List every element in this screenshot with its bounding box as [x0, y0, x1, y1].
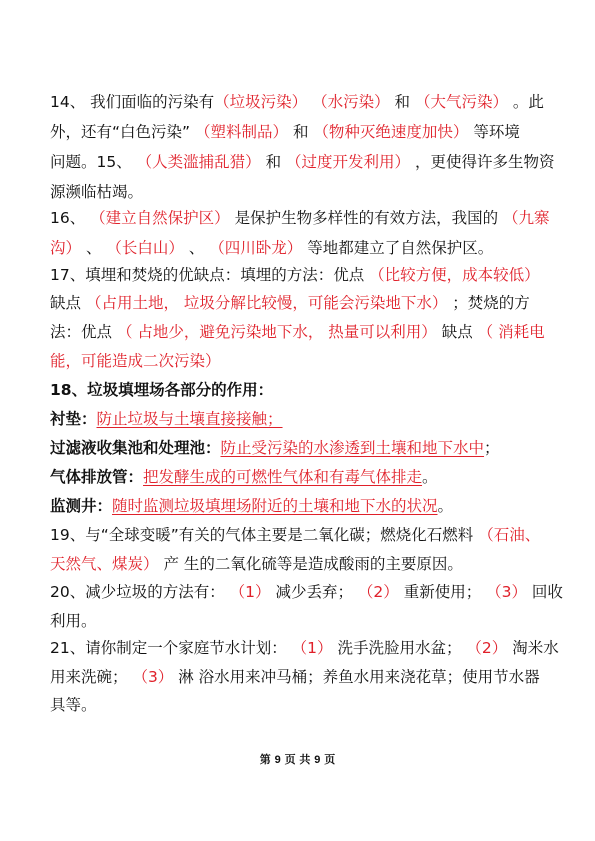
term-label: 衬垫： [50, 410, 97, 428]
answer-text: （过度开发利用） [286, 153, 411, 171]
text-run: 缺点 [436, 323, 478, 341]
answer-text: （水污染） [312, 93, 390, 111]
text-run: 等地都建立了自然保护区。 [302, 239, 494, 257]
answer-text: （九寨 [503, 209, 550, 227]
text-run: 问题。15、 [50, 153, 137, 171]
term-label: 过滤液收集池和处理池： [50, 439, 221, 457]
text-run: 和 [288, 123, 314, 141]
text-line [50, 233, 493, 263]
text-run: 、 [183, 239, 210, 257]
text-line [50, 346, 221, 376]
text-run: 淘米水 [507, 639, 559, 657]
answer-text: （石油、 [478, 526, 541, 544]
text-run: 是保护生物多样性的有效方法，我国的 [229, 209, 504, 227]
answer-text: （3） [132, 668, 174, 686]
section-heading: 18、垃圾填埋场各部分的作用： [50, 381, 274, 399]
answer-text: （物种灭绝速度加快） [313, 123, 469, 141]
text-line [50, 147, 554, 177]
text-line [50, 520, 540, 550]
page-footer: 第 9 页 共 9 页 [259, 753, 336, 766]
text-run: 产 生的二氧化硫等是造成酸雨的主要原因。 [158, 555, 463, 573]
text-line [50, 404, 283, 434]
text-line [50, 433, 500, 463]
answer-text: （大气污染） [414, 93, 508, 111]
text-line [50, 203, 550, 233]
answer-text: （3） [486, 583, 527, 601]
text-run: 重新使用； [398, 583, 487, 601]
text-line [50, 317, 545, 347]
answer-text: （2） [357, 583, 399, 601]
text-run: 缺点 [50, 294, 86, 312]
text-run: 和 [389, 93, 415, 111]
answer-text: 天然气、煤炭） [50, 555, 159, 573]
answer-text: （建立自然保护区） [90, 209, 230, 227]
answer-text: （ 占地少，避免污染地下水， 热量可以利用） [116, 323, 437, 341]
answer-text: （四川卧龙） [209, 239, 303, 257]
answer-text: 随时监测垃圾填埋场附近的土壤和地下水的状况 [112, 497, 438, 515]
answer-text: （塑料制品） [195, 123, 289, 141]
text-run: 16、 [50, 209, 91, 227]
answer-text: 防止垃圾与土壤直接接触； [96, 410, 283, 428]
text-line [50, 117, 520, 147]
answer-text: （人类滥捕乱猎） [136, 153, 261, 171]
term-label: 监测井： [50, 497, 113, 515]
text-line [50, 260, 540, 290]
answer-text: 沟） [50, 239, 82, 257]
answer-text: （2） [466, 639, 508, 657]
text-run: 。 [422, 468, 438, 486]
answer-text: 防止受污染的水渗透到土壤和地下水中 [220, 439, 485, 457]
text-line [50, 288, 530, 318]
answer-text: （比较方便，成本较低） [369, 266, 540, 284]
text-run: 具等。 [50, 696, 97, 714]
text-run: 19、与“全球变暖”有关的气体主要是二氧化碳；燃烧化石燃料 [50, 526, 479, 544]
text-line [50, 549, 463, 579]
answer-text: （1） [291, 639, 333, 657]
text-run: 和 [260, 153, 287, 171]
text-run: 利用。 [50, 612, 97, 630]
text-run: 20、减少垃圾的方法有： [50, 583, 230, 601]
text-run: 。 [437, 497, 454, 515]
text-line [50, 662, 540, 692]
text-run: 减少丢弃； [270, 583, 358, 601]
text-run: 用来洗碗； [50, 668, 133, 686]
text-line [50, 690, 97, 720]
answer-text: （长白山） [106, 239, 184, 257]
answer-text: （ 消耗电 [477, 323, 545, 341]
text-line [50, 462, 438, 492]
text-line [50, 491, 453, 521]
current-page-number: 9 [274, 754, 281, 766]
text-run: 法：优点 [50, 323, 117, 341]
text-line [50, 87, 544, 117]
text-run: ； [484, 439, 500, 457]
text-run: ，更使得许多生物资 [410, 153, 555, 171]
total-page-number: 9 [314, 754, 321, 766]
text-run: ；焚烧的方 [447, 294, 530, 312]
text-run: 。此 [508, 93, 544, 111]
text-run: 外，还有“白色污染” [50, 123, 195, 141]
term-label: 气体排放管： [50, 468, 144, 486]
text-line [50, 606, 97, 636]
text-run: 淋 浴水用来冲马桶；养鱼水用来浇花草；使用节水器 [173, 668, 540, 686]
answer-text: 能，可能造成二次污染） [50, 352, 221, 370]
text-run: 17、填埋和焚烧的优缺点：填埋的方法：优点 [50, 266, 370, 284]
text-run: 回收 [527, 583, 563, 601]
text-line [50, 633, 559, 663]
text-run: 、 [81, 239, 107, 257]
text-line [50, 577, 563, 607]
text-run: 14、 我们面临的污染有 [50, 93, 215, 111]
text-run: 源濒临枯竭。 [50, 183, 144, 201]
text-run: 等环境 [468, 123, 520, 141]
text-run: 洗手洗脸用水盆； [332, 639, 467, 657]
answer-text: （1） [229, 583, 271, 601]
answer-text: 把发酵生成的可燃性气体和有毒气体排走 [143, 468, 423, 486]
answer-text: （占用土地， 垃圾分解比较慢，可能会污染地下水） [85, 294, 448, 312]
answer-text: （垃圾污染） [214, 93, 308, 111]
text-run: 21、请你制定一个家庭节水计划： [50, 639, 292, 657]
